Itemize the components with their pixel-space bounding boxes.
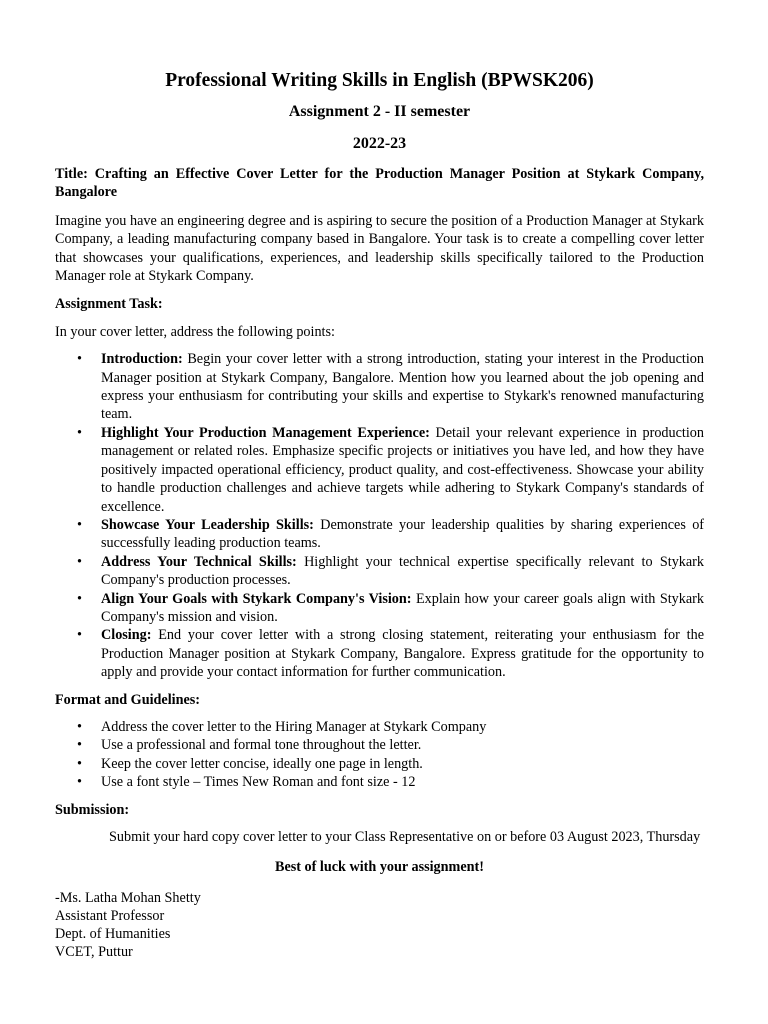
task-list	[55, 350, 704, 681]
guideline-text: Keep the cover letter concise, ideally one page in length.	[101, 755, 423, 772]
task-term: Showcase Your Leadership Skills:	[101, 516, 314, 533]
task-term: Address Your Technical Skills:	[101, 553, 297, 570]
bullet-icon: •	[77, 424, 82, 441]
task-item	[77, 553, 704, 590]
task-lead: In your cover letter, address the following points:	[55, 323, 335, 340]
signature-institution: VCET, Puttur	[55, 944, 133, 961]
guideline-item	[77, 755, 704, 773]
guideline-item	[77, 773, 704, 791]
task-item	[77, 626, 704, 681]
guideline-text: Use a professional and formal tone throughout the letter.	[101, 737, 422, 754]
assignment-heading: Assignment 2 - II semester	[288, 103, 471, 120]
guideline-text: Address the cover letter to the Hiring Manager at Stykark Company	[101, 718, 487, 735]
task-text: Begin your cover letter with a strong introduction, stating your interest in the Production Manager position at Stykark Company, Bangalore. Mention how you learned about the job opening and express your enthusiasm for contributing your skills and expertise to Stykark's renowned manufacturing team.	[101, 351, 704, 423]
intro-paragraph: Imagine you have an engineering degree and is aspiring to secure the position of a Production Manager at Stykark Company, a leading manufacturing company based in Bangalore. Your task is to create a compelling cover letter that showcases your qualifications, experiences, and leadership skills specifically tailored to the Production Manager role at Stykark Company.	[55, 212, 704, 285]
submission-heading: Submission:	[55, 801, 130, 818]
signature-dept: Dept. of Humanities	[55, 926, 171, 943]
bullet-icon: •	[77, 351, 82, 368]
bullet-icon: •	[77, 718, 82, 735]
bullet-icon: •	[77, 755, 82, 772]
signature-name: -Ms. Latha Mohan Shetty	[55, 889, 201, 906]
guidelines-list	[55, 718, 704, 792]
task-item	[77, 516, 705, 553]
guideline-text: Use a font style – Times New Roman and font size - 12	[101, 774, 416, 791]
task-term: Introduction:	[101, 351, 183, 368]
bullet-icon: •	[77, 737, 82, 754]
bullet-icon: •	[77, 590, 82, 607]
task-item	[77, 590, 704, 627]
signature-role: Assistant Professor	[55, 908, 165, 925]
task-item	[77, 350, 704, 424]
task-term: Closing:	[101, 627, 152, 644]
guideline-item	[77, 736, 704, 754]
academic-year: 2022-23	[352, 135, 407, 152]
assignment-title: Title: Crafting an Effective Cover Letter for the Production Manager Position at Stykark Company, Bangalore	[55, 166, 704, 201]
task-text: Demonstrate your leadership qualities by sharing experiences of successfully leading production teams.	[101, 516, 705, 552]
task-text: Explain how your career goals align with Stykark Company's mission and vision.	[101, 590, 704, 625]
closing-line: Best of luck with your assignment!	[274, 859, 485, 876]
bullet-icon: •	[77, 516, 82, 533]
course-title: Professional Writing Skills in English (BPWSK206)	[165, 70, 594, 91]
format-heading: Format and Guidelines:	[55, 691, 201, 708]
assignment-task-heading: Assignment Task:	[55, 296, 163, 313]
task-item	[77, 424, 704, 516]
guideline-item	[77, 718, 704, 736]
signature-block	[55, 889, 704, 962]
task-text: Highlight your technical expertise specifically relevant to Stykark Company's production processes.	[101, 553, 704, 589]
task-term: Highlight Your Production Management Experience:	[101, 424, 430, 441]
task-text: Detail your relevant experience in production management or related roles. Emphasize specific projects or initiatives you have led, and how they have positively impacted operational efficiency, product quality, and cost-effectiveness. Showcase your ability to handle production challenges and achieve targets while adhering to Stykark Company's standards of excellence.	[101, 424, 704, 515]
submission-text: Submit your hard copy cover letter to your Class Representative on or before 03 August 2023, Thursday	[109, 829, 701, 845]
task-text: End your cover letter with a strong closing statement, reiterating your enthusiasm for the Production Manager position at Stykark Company, Bangalore. Express gratitude for the opportunity to apply and provide your contact information for further communication.	[101, 627, 704, 681]
bullet-icon: •	[77, 774, 82, 791]
task-term: Align Your Goals with Stykark Company's Vision:	[101, 590, 412, 607]
bullet-icon: •	[77, 553, 82, 570]
bullet-icon: •	[77, 627, 82, 644]
